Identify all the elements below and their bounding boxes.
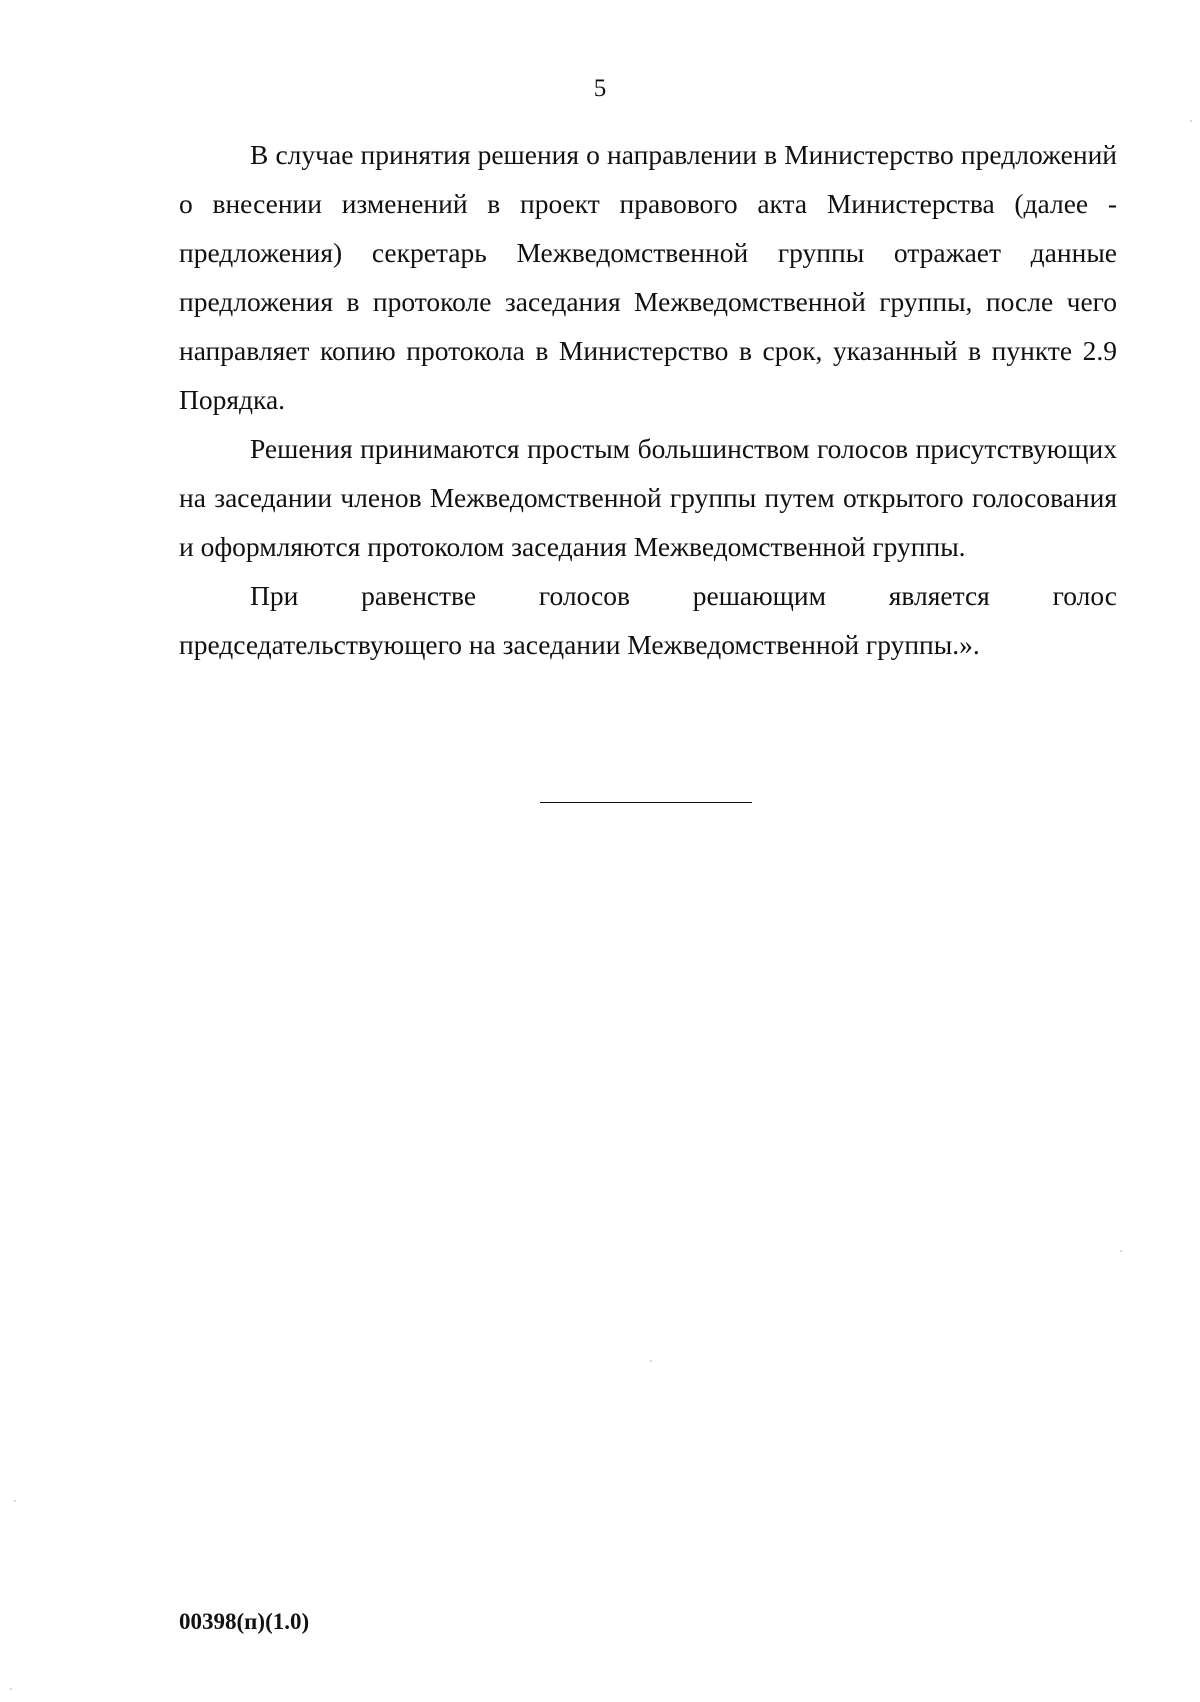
scan-speck bbox=[14, 1500, 16, 1502]
scan-speck bbox=[1120, 1250, 1122, 1252]
page-number: 5 bbox=[593, 75, 607, 102]
scan-speck bbox=[1190, 120, 1192, 122]
paragraph-tie-vote: При равенстве голосов решающим является голос председательствующего на заседании Межведомственной группы.». bbox=[179, 580, 1117, 660]
body-text bbox=[179, 130, 1117, 669]
document-code: 00398(п)(1.0) bbox=[179, 1609, 310, 1634]
end-divider-line bbox=[540, 802, 752, 803]
scan-speck bbox=[650, 1360, 652, 1362]
scan-speck bbox=[10, 1688, 12, 1690]
paragraph-decisions: Решения принимаются простым большинством голосов присутствующих на заседании членов Межведомственной группы путем открытого голосования и оформляются протоколом заседания Межведомственной группы. bbox=[179, 433, 1117, 562]
paragraph-proposals: В случае принятия решения о направлении в Министерство предложений о внесении изменений в проект правового акта Министерства (далее - предложения) секретарь Межведомственной группы отражает данные предложения в протоколе заседания Межведомственной группы, после чего направляет копию протокола в Министерство в срок, указанный в пункте 2.9 Порядка. bbox=[179, 139, 1117, 415]
